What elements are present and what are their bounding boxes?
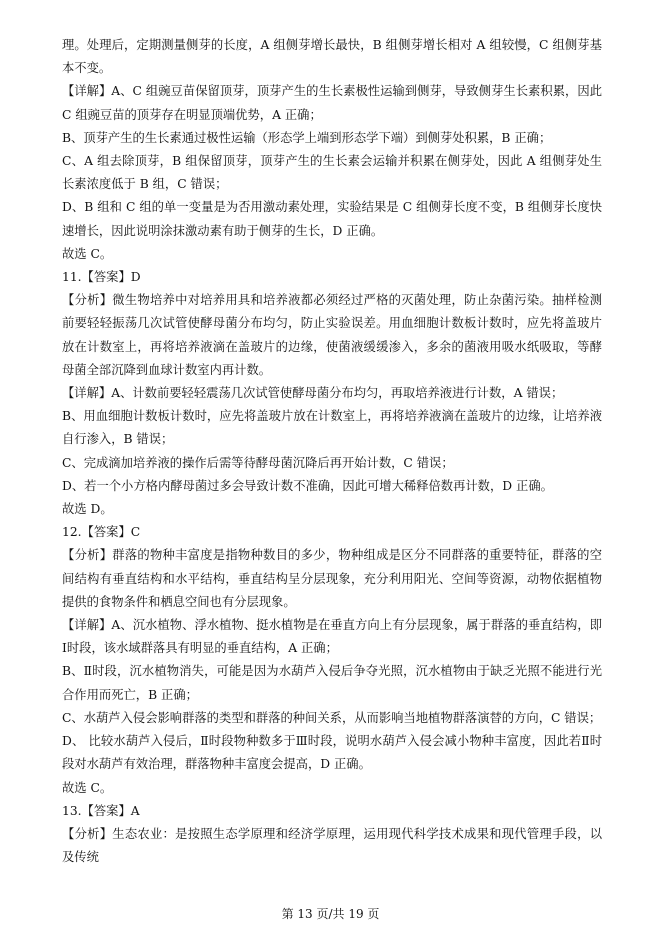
paragraph: 故选 C。 [62, 780, 113, 795]
paragraph: 【分析】微生物培养中对培养用具和培养液都必须经过严格的灭菌处理，防止杂菌污染。抽样检测前要轻轻振荡几次试管使酵母菌分布均匀，防止实验误差。用血细胞计数板计数时，应先将盖玻片放在计数室上，再将培养液滴在盖玻片的边缘，使菌液缓缓渗入，多余的菌液用吸水纸吸取，等酵母菌全部沉降到血球计数室内再计数。 [62, 293, 602, 377]
paragraph: 【分析】生态农业：是按照生态学原理和经济学原理，运用现代科学技术成果和现代管理手段，以及传统 [62, 826, 602, 865]
answer-heading: 13.【答案】A [62, 803, 140, 818]
paragraph: 故选 C。 [62, 246, 113, 261]
paragraph: B、Ⅱ时段，沉水植物消失，可能是因为水葫芦入侵后争夺光照，沉水植物由于缺乏光照不能进行光合作用而死亡，B 正确； [62, 664, 602, 702]
paragraph: 【详解】A、计数前要轻轻震荡几次试管使酵母菌分布均匀，再取培养液进行计数，A 错误； [62, 386, 564, 401]
answer-heading: 12.【答案】C [62, 525, 141, 540]
paragraph: C、A 组去除顶芽，B 组保留顶芽，顶芽产生的生长素会运输并积累在侧芽处，因此 A 组侧芽处生长素浓度低于 B 组，C 错误； [62, 154, 602, 192]
paragraph: D、B 组和 C 组的单一变量是为否用激动素处理，实验结果是 C 组侧芽长度不变，B 组侧芽长度快速增长，因此说明涂抹激动素有助于侧芽的生长，D 正确。 [62, 200, 602, 238]
document-body [62, 34, 602, 869]
paragraph: 故选 D。 [62, 502, 113, 517]
page-footer: 第 13 页/共 19 页 [281, 907, 380, 921]
paragraph: 【详解】A、C 组豌豆苗保留顶芽，顶芽产生的生长素极性运输到侧芽，导致侧芽生长素积累，因此 C 组豌豆苗的顶芽存在明显顶端优势，A 正确； [62, 84, 602, 122]
paragraph: B、用血细胞计数板计数时，应先将盖玻片放在计数室上，再将培养液滴在盖玻片的边缘，让培养液自行渗入，B 错误； [62, 409, 602, 447]
paragraph: C、完成滴加培养液的操作后需等待酵母菌沉降后再开始计数，C 错误； [62, 455, 454, 470]
answer-heading: 11.【答案】D [62, 270, 141, 285]
paragraph: C、水葫芦入侵会影响群落的类型和群落的种间关系，从而影响当地植物群落演替的方向，C 错误； [62, 710, 602, 725]
paragraph: D、若一个小方格内酵母菌过多会导致计数不准确，因此可增大稀释倍数再计数，D 正确。 [62, 478, 553, 493]
paragraph: D、 比较水葫芦入侵后，Ⅱ时段物种数多于Ⅲ时段，说明水葫芦入侵会减小物种丰富度，因此若Ⅱ时段对水葫芦有效治理，群落物种丰富度会提高，D 正确。 [62, 734, 602, 772]
paragraph: 理。处理后，定期测量侧芽的长度，A 组侧芽增长最快，B 组侧芽增长相对 A 组较慢，C 组侧芽基本不变。 [62, 38, 602, 76]
paragraph: B、顶芽产生的生长素通过极性运输（形态学上端到形态学下端）到侧芽处积累，B 正确； [62, 130, 552, 145]
paragraph: 【详解】A、沉水植物、浮水植物、挺水植物是在垂直方向上有分层现象，属于群落的垂直结构，即Ⅰ时段，该水域群落具有明显的垂直结构，A 正确； [62, 618, 602, 656]
paragraph: 【分析】群落的物种丰富度是指物种数目的多少，物种组成是区分不同群落的重要特征，群落的空间结构有垂直结构和水平结构，垂直结构呈分层现象，充分利用阳光、空间等资源，动物依据植物提供的食物条件和栖息空间也有分层现象。 [62, 548, 602, 609]
